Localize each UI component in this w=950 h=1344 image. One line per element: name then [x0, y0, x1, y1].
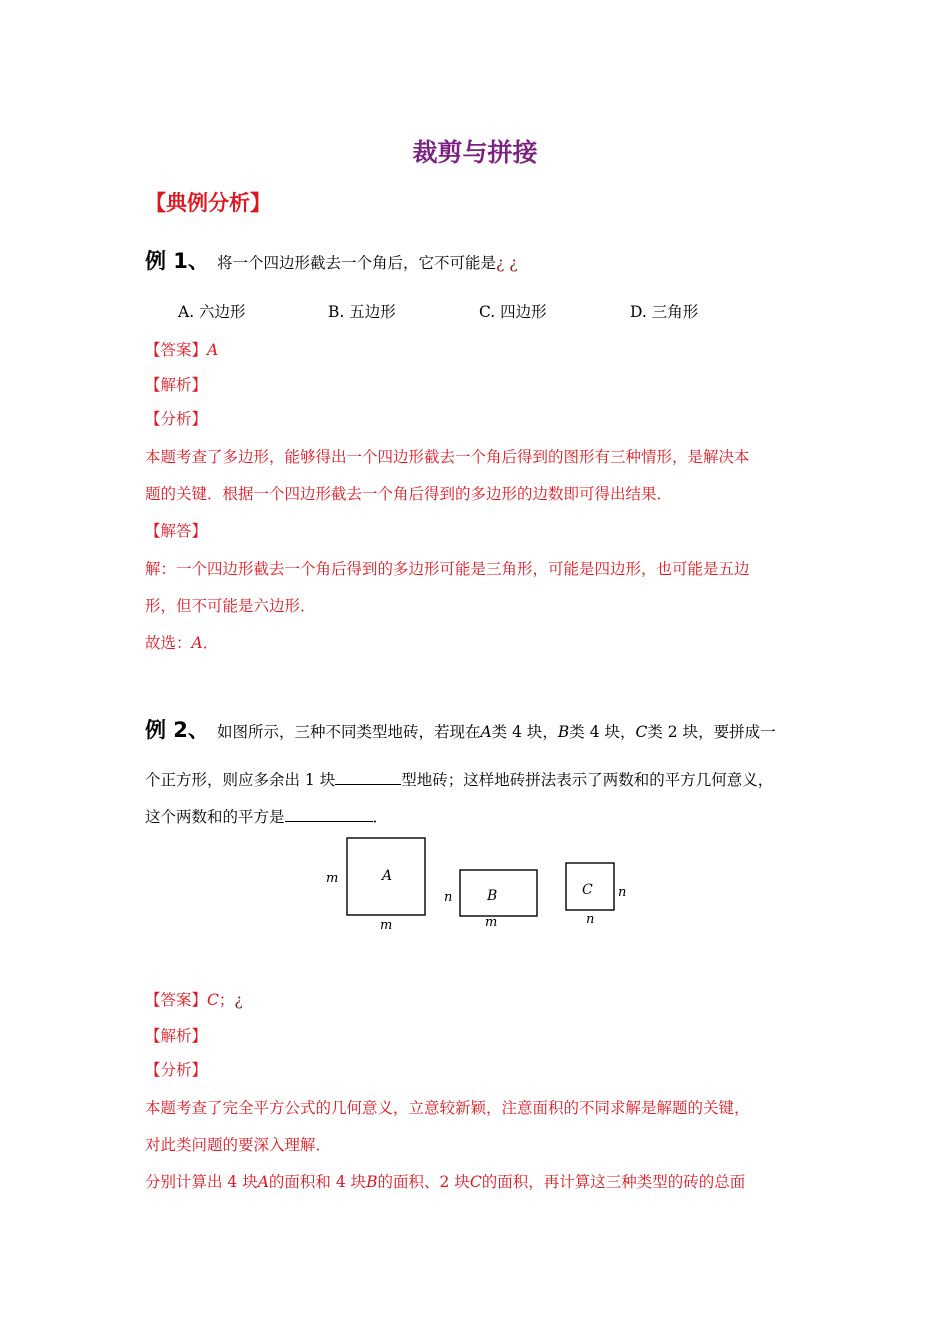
- var-c: C: [635, 723, 648, 741]
- calc-p1: 分别计算出 4 块: [145, 1173, 258, 1191]
- var-a: A: [480, 723, 492, 741]
- calc-c: C: [469, 1173, 482, 1191]
- example1-analysis-tag: 【解析】: [145, 376, 208, 394]
- option-b: B. 五边形: [328, 303, 396, 321]
- answer2-tag: 【答案】: [145, 991, 208, 1009]
- rect-b-side-label: n: [444, 890, 453, 905]
- q2-line3-end: ．: [372, 808, 389, 826]
- q2-part4: 类 2 块，要拼成一: [647, 723, 776, 741]
- answer-blank-2[interactable]: [285, 807, 373, 822]
- q2-line2-b: 型地砖；这样地砖拼法表示了两数和的平方几何意义，: [401, 771, 774, 789]
- var-b: B: [557, 723, 570, 741]
- option-c: C. 四边形: [479, 303, 547, 321]
- choose-value: A: [191, 634, 203, 652]
- example1-placeholder: ¿ ¿: [495, 254, 518, 272]
- answer-value: A: [207, 341, 219, 359]
- example1-choose: [145, 631, 218, 653]
- example1-fenxi-line2: 题的关键．根据一个四边形截去一个角后得到的多边形的边数即可得出结果．: [145, 485, 673, 503]
- square-c-bottom-label: n: [586, 912, 595, 927]
- tiles-figure: [320, 832, 640, 942]
- example1-jieda-line1: 解：一个四边形截去一个角后得到的多边形可能是三角形，可能是四边形，也可能是五边: [145, 560, 750, 578]
- example1-jieda-line2: 形，但不可能是六边形．: [145, 597, 316, 615]
- option-a: A. 六边形: [178, 303, 246, 321]
- calc-b: B: [366, 1173, 378, 1191]
- q2-part2: 类 4 块，: [491, 723, 558, 741]
- example1-label: 例 1、: [145, 249, 209, 273]
- example1-fenxi-tag: 【分析】: [145, 410, 208, 428]
- square-c-side-label: n: [618, 885, 627, 900]
- q2-line3: 这个两数和的平方是: [145, 808, 285, 826]
- choose-suffix: ．: [202, 634, 219, 652]
- example1-jieda-tag: 【解答】: [145, 522, 208, 540]
- example2-calc-line: [145, 1170, 745, 1192]
- rect-b: [460, 870, 537, 916]
- answer2-value: C: [207, 991, 219, 1009]
- example2-fenxi-tag: 【分析】: [145, 1061, 208, 1079]
- example1-question-text: 将一个四边形截去一个角后，它不可能是: [216, 254, 496, 272]
- answer2-sep: ；: [218, 991, 235, 1009]
- calc-p2: 的面积和 4 块: [268, 1173, 367, 1191]
- square-a-bottom-label: m: [380, 918, 393, 933]
- q2-part1: 如图所示，三种不同类型地砖，若现在: [216, 723, 481, 741]
- example2-line2: [145, 768, 773, 790]
- answer-tag: 【答案】: [145, 341, 208, 359]
- square-a-label: A: [382, 868, 393, 884]
- option-d: D. 三角形: [630, 303, 699, 321]
- example2-analysis-tag: 【解析】: [145, 1027, 208, 1045]
- q2-part3: 类 4 块，: [569, 723, 636, 741]
- calc-p3: 的面积、2 块: [377, 1173, 470, 1191]
- square-a-side-label: m: [326, 871, 339, 886]
- q2-line2-a: 个正方形，则应多余出 1 块: [145, 771, 336, 789]
- calc-p4: 的面积，再计算这三种类型的砖的总面: [481, 1173, 746, 1191]
- example2-fenxi-line2: 对此类问题的要深入理解．: [145, 1136, 332, 1154]
- answer2-tail: ¿: [234, 991, 243, 1009]
- example2-label: 例 2、: [145, 718, 209, 742]
- calc-a: A: [257, 1173, 269, 1191]
- rect-b-bottom-label: m: [485, 915, 498, 930]
- example2-answer: [145, 988, 243, 1010]
- example1-answer: [145, 338, 218, 360]
- example1-fenxi-line1: 本题考查了多边形，能够得出一个四边形截去一个角后得到的图形有三种情形，是解决本: [145, 448, 750, 466]
- example2-fenxi-line1: 本题考查了完全平方公式的几何意义，立意较新颖，注意面积的不同求解是解题的关键，: [145, 1099, 750, 1117]
- example1-question: [145, 245, 518, 275]
- page-title: 裁剪与拼接: [412, 138, 538, 167]
- square-c-label: C: [582, 882, 593, 898]
- answer-blank-1[interactable]: [335, 770, 401, 785]
- example2-question: [145, 714, 776, 744]
- section-heading: 【典例分析】: [145, 191, 271, 215]
- choose-prefix: 故选：: [145, 634, 192, 652]
- example2-line3: [145, 805, 388, 827]
- rect-b-label: B: [487, 888, 498, 904]
